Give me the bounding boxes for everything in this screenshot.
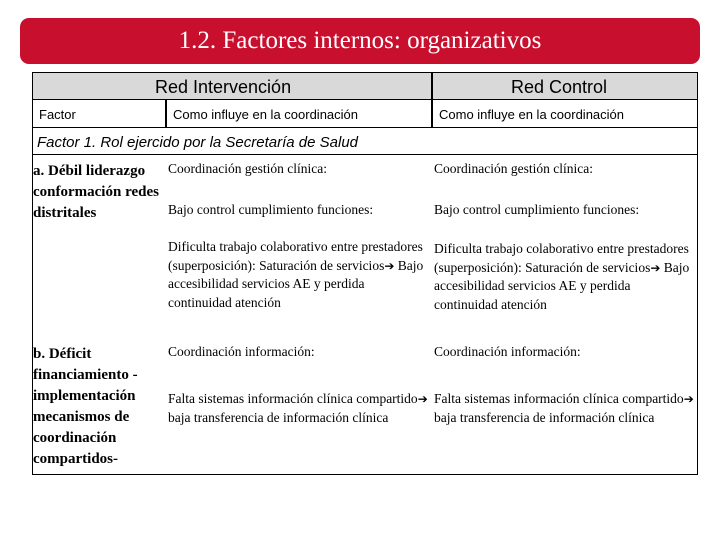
intervencion-falta-text: Falta sistemas información clínica compartido [168,391,418,406]
control-falta-result: baja transferencia de información clínica [434,409,655,425]
intervencion-dificulta-text: Dificulta trabajo colaborativo entre prestadores (superposición): Saturación de servicios [168,239,423,273]
subheader-factor-label: Factor [39,107,76,122]
title-bar [20,18,700,64]
control-dificulta-text: Dificulta trabajo colaborativo entre prestadores (superposición): Saturación de servicios [434,241,689,275]
right-arrow-icon: ➔ [384,258,395,273]
intervencion-bajo-control: Bajo control cumplimiento funciones: [168,202,374,217]
control-coord-clinica: Coordinación gestión clínica: [434,161,593,176]
header-left-label: Red Intervención [155,77,292,97]
intervencion-falta [168,390,430,427]
header-red-intervencion [32,72,432,100]
control-falta [434,390,696,427]
subheader-factor [32,100,166,128]
control-coord-info: Coordinación información: [434,344,581,359]
header-red-control [432,72,698,100]
intervencion-coord-clinica: Coordinación gestión clínica: [168,161,327,176]
right-arrow-icon: ➔ [417,392,428,406]
right-arrow-icon: ➔ [683,392,694,406]
intervencion-dificulta [168,238,430,312]
control-dificulta [434,240,696,314]
right-arrow-icon: ➔ [650,260,661,275]
subheader-control [432,100,698,128]
header-right-label: Red Control [511,77,608,97]
factor-a-label: a. Débil liderazgo conformación redes distritales [33,163,159,221]
control-dificulta-result: Bajo accesibilidad servicios AE y perdida continuidad atención [434,259,690,312]
control-falta-text: Falta sistemas información clínica compartido [434,391,684,406]
factor-b-label: b. Déficit financiamiento - implementación mecanismos de coordinación compartidos- [33,346,138,467]
intervencion-falta-result: baja transferencia de información clínica [168,409,389,425]
subheader-right-label: Como influye en la coordinación [439,107,624,122]
subheader-left-label: Como influye en la coordinación [173,107,358,122]
intervencion-dificulta-result: Bajo accesibilidad servicios AE y perdida continuidad atención [168,257,424,310]
factor1-row [32,128,698,155]
factor1-label: Factor 1. Rol ejercido por la Secretaría de Salud [37,134,358,151]
subheader-intervencion [166,100,432,128]
slide-title: 1.2. Factores internos: organizativos [178,27,542,54]
intervencion-coord-info: Coordinación información: [168,344,315,359]
control-bajo-control: Bajo control cumplimiento funciones: [434,202,640,217]
